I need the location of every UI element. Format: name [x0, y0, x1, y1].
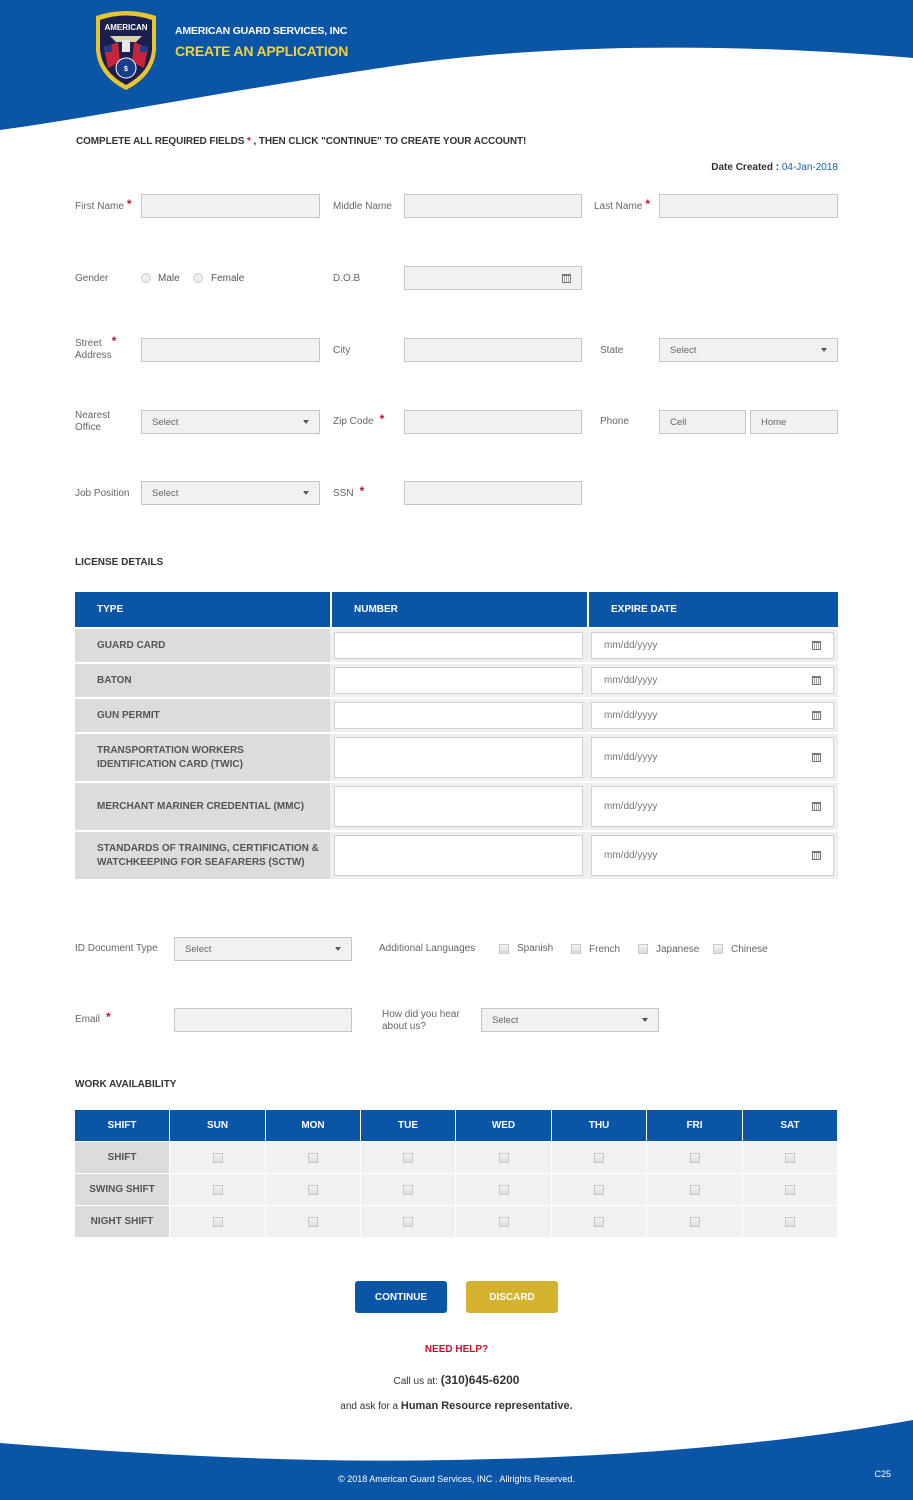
- email-label-text: Email: [75, 1014, 101, 1025]
- license-details-title: LICENSE DETAILS: [75, 557, 164, 568]
- zip-code-label: [333, 412, 385, 428]
- gender-male-radio[interactable]: [141, 273, 151, 283]
- license-type-line1: STANDARDS OF TRAINING, CERTIFICATION &: [97, 842, 319, 854]
- license-number-cell: [330, 832, 587, 879]
- availability-checkbox[interactable]: [499, 1217, 509, 1227]
- id-document-type-label: ID Document Type: [75, 943, 158, 954]
- column-tue: TUE: [361, 1110, 456, 1141]
- svg-text:$: $: [124, 66, 128, 73]
- required-asterisk: *: [645, 197, 651, 211]
- availability-cell: [743, 1141, 838, 1173]
- shift-name: SWING SHIFT: [75, 1173, 170, 1205]
- availability-cell: [647, 1141, 743, 1173]
- availability-checkbox[interactable]: [690, 1153, 700, 1163]
- gender-label: Gender: [75, 273, 109, 284]
- last-name-input[interactable]: [659, 194, 838, 218]
- date-created: [711, 162, 838, 173]
- chevron-down-icon: [303, 420, 309, 424]
- continue-button[interactable]: CONTINUE: [355, 1281, 447, 1313]
- availability-cell: [361, 1173, 456, 1205]
- availability-checkbox[interactable]: [403, 1217, 413, 1227]
- availability-cell: [552, 1205, 647, 1237]
- chevron-down-icon: [821, 348, 827, 352]
- dob-input[interactable]: [404, 266, 582, 290]
- availability-cell: [647, 1173, 743, 1205]
- language-chinese-label[interactable]: Chinese: [731, 944, 768, 955]
- license-expire-date-input[interactable]: [591, 632, 834, 659]
- availability-table: [75, 1110, 838, 1237]
- column-sat: SAT: [743, 1110, 838, 1141]
- date-placeholder: mm/dd/yyyy: [604, 710, 658, 721]
- availability-checkbox[interactable]: [499, 1153, 509, 1163]
- license-expire-cell: [587, 629, 838, 662]
- license-number-input[interactable]: [334, 737, 583, 778]
- instructions-text: [76, 136, 526, 147]
- availability-cell: [361, 1205, 456, 1237]
- job-position-selected-value: Select: [152, 487, 179, 499]
- phone-cell-placeholder: Cell: [670, 416, 687, 428]
- license-type-line1: GUARD CARD: [97, 639, 166, 651]
- availability-checkbox[interactable]: [785, 1185, 795, 1195]
- calendar-icon[interactable]: [812, 641, 821, 650]
- availability-cell: [266, 1173, 361, 1205]
- help-ask-prefix: and ask for a: [340, 1401, 399, 1412]
- license-expire-cell: [587, 734, 838, 781]
- availability-checkbox[interactable]: [403, 1153, 413, 1163]
- license-type: [75, 664, 330, 697]
- id-document-type-selected-value: Select: [185, 943, 212, 955]
- column-expire-date: EXPIRE DATE: [589, 592, 838, 627]
- license-expire-cell: [587, 664, 838, 697]
- last-name-label: [594, 197, 651, 213]
- phone-cell-input[interactable]: [659, 410, 746, 434]
- availability-checkbox[interactable]: [594, 1185, 604, 1195]
- availability-checkbox[interactable]: [403, 1185, 413, 1195]
- instructions-part2: , THEN CLICK "CONTINUE" TO CREATE YOUR ACCOUNT!: [253, 136, 527, 147]
- required-asterisk: *: [106, 1010, 111, 1024]
- chevron-down-icon: [303, 491, 309, 495]
- date-placeholder: mm/dd/yyyy: [604, 640, 658, 651]
- availability-cell: [361, 1141, 456, 1173]
- ssn-label-text: SSN: [333, 488, 354, 499]
- zip-code-input[interactable]: [404, 410, 582, 434]
- nearest-office-label-line1: Nearest: [75, 410, 111, 421]
- language-french-label[interactable]: French: [589, 944, 621, 955]
- street-address-label-line2: Address: [75, 350, 112, 361]
- license-type-line2: WATCHKEEPING FOR SEAFARERS (SCTW): [97, 856, 305, 868]
- availability-table-header: [75, 1110, 838, 1141]
- first-name-input[interactable]: [141, 194, 320, 218]
- license-row: [75, 699, 838, 732]
- availability-checkbox[interactable]: [690, 1217, 700, 1227]
- availability-cell: [170, 1141, 266, 1173]
- license-number-cell: [330, 783, 587, 830]
- street-address-label-line1: Street: [75, 338, 102, 349]
- state-label: State: [600, 345, 624, 356]
- required-asterisk: *: [111, 334, 117, 348]
- shift-name: SHIFT: [75, 1141, 170, 1173]
- license-type: [75, 629, 330, 662]
- license-expire-date-input[interactable]: [591, 835, 834, 876]
- state-selected-value: Select: [670, 344, 697, 356]
- phone-label: Phone: [600, 416, 629, 427]
- availability-checkbox[interactable]: [499, 1185, 509, 1195]
- chevron-down-icon: [335, 947, 341, 951]
- gender-female-radio[interactable]: [193, 273, 203, 283]
- column-sun: SUN: [170, 1110, 266, 1141]
- column-shift: SHIFT: [75, 1110, 170, 1141]
- middle-name-label: Middle Name: [333, 201, 392, 212]
- availability-row: [75, 1141, 838, 1173]
- availability-checkbox[interactable]: [690, 1185, 700, 1195]
- language-chinese-checkbox[interactable]: [713, 944, 723, 954]
- availability-checkbox[interactable]: [308, 1185, 318, 1195]
- availability-cell: [647, 1205, 743, 1237]
- column-wed: WED: [456, 1110, 552, 1141]
- license-expire-date-input[interactable]: [591, 737, 834, 778]
- job-position-select[interactable]: [141, 481, 320, 505]
- date-placeholder: mm/dd/yyyy: [604, 801, 658, 812]
- calendar-icon[interactable]: [812, 851, 821, 860]
- language-spanish-label[interactable]: Spanish: [517, 943, 554, 954]
- license-number-input[interactable]: [334, 667, 583, 694]
- first-name-label: [75, 197, 132, 213]
- availability-checkbox[interactable]: [308, 1153, 318, 1163]
- license-number-cell: [330, 629, 587, 662]
- availability-row: [75, 1205, 838, 1237]
- license-type-line1: TRANSPORTATION WORKERS: [97, 744, 244, 756]
- column-fri: FRI: [647, 1110, 743, 1141]
- language-french-checkbox[interactable]: [571, 944, 581, 954]
- instructions-part1: COMPLETE ALL REQUIRED FIELDS: [76, 136, 245, 147]
- discard-button[interactable]: DISCARD: [466, 1281, 558, 1313]
- help-call-line: [0, 1373, 913, 1387]
- license-table: [75, 592, 838, 879]
- page-code: C25: [874, 1469, 891, 1479]
- language-japanese-checkbox[interactable]: [638, 944, 648, 954]
- heard-about-label-line2: about us?: [382, 1021, 426, 1032]
- help-ask-strong: Human Resource representative.: [400, 1400, 573, 1412]
- license-table-header: [75, 592, 838, 627]
- availability-checkbox[interactable]: [594, 1217, 604, 1227]
- availability-cell: [170, 1173, 266, 1205]
- footer-wave-background: [0, 1415, 913, 1500]
- language-spanish-checkbox[interactable]: [499, 944, 509, 954]
- availability-cell: [743, 1173, 838, 1205]
- street-address-input[interactable]: [141, 338, 320, 362]
- ssn-input[interactable]: [404, 481, 582, 505]
- gender-male-label[interactable]: Male: [158, 273, 180, 284]
- license-row: [75, 664, 838, 697]
- availability-checkbox[interactable]: [308, 1217, 318, 1227]
- availability-checkbox[interactable]: [785, 1217, 795, 1227]
- heard-about-selected-value: Select: [492, 1014, 519, 1026]
- state-select[interactable]: [659, 338, 838, 362]
- license-type-line2: IDENTIFICATION CARD (TWIC): [97, 758, 243, 770]
- heard-about-label-line1: How did you hear: [382, 1009, 460, 1020]
- company-name: AMERICAN GUARD SERVICES, INC: [175, 25, 348, 37]
- availability-cell: [456, 1141, 552, 1173]
- license-type: [75, 832, 330, 879]
- column-thu: THU: [552, 1110, 647, 1141]
- page-title: CREATE AN APPLICATION: [175, 43, 349, 59]
- availability-cell: [266, 1205, 361, 1237]
- gender-female-label[interactable]: Female: [211, 273, 245, 284]
- column-mon: MON: [266, 1110, 361, 1141]
- license-type-line1: MERCHANT MARINER CREDENTIAL (MMC): [97, 800, 305, 812]
- license-number-input[interactable]: [334, 632, 583, 659]
- license-expire-date-input[interactable]: [591, 786, 834, 827]
- availability-cell: [170, 1205, 266, 1237]
- language-japanese-label[interactable]: Japanese: [656, 944, 700, 955]
- availability-checkbox[interactable]: [213, 1153, 223, 1163]
- column-type: TYPE: [75, 592, 330, 627]
- required-asterisk: *: [247, 136, 251, 147]
- availability-checkbox[interactable]: [213, 1185, 223, 1195]
- phone-home-input[interactable]: [750, 410, 838, 434]
- help-call-prefix: Call us at:: [393, 1376, 438, 1387]
- column-number: NUMBER: [332, 592, 587, 627]
- license-expire-date-input[interactable]: [591, 667, 834, 694]
- availability-cell: [266, 1141, 361, 1173]
- availability-cell: [743, 1205, 838, 1237]
- calendar-icon[interactable]: [812, 802, 821, 811]
- availability-row: [75, 1173, 838, 1205]
- license-type-line1: BATON: [97, 674, 132, 686]
- first-name-label-text: First Name: [75, 201, 124, 212]
- availability-checkbox[interactable]: [785, 1153, 795, 1163]
- middle-name-input[interactable]: [404, 194, 582, 218]
- required-asterisk: *: [379, 412, 385, 426]
- company-logo-shield-icon: [90, 10, 162, 92]
- job-position-label: Job Position: [75, 488, 130, 499]
- license-expire-cell: [587, 783, 838, 830]
- copyright-text: © 2018 American Guard Services, INC . Allrights Reserved.: [338, 1474, 575, 1484]
- license-row: [75, 734, 838, 781]
- city-input[interactable]: [404, 338, 582, 362]
- availability-cell: [456, 1173, 552, 1205]
- zip-code-label-text: Zip Code: [333, 416, 374, 427]
- availability-cell: [552, 1141, 647, 1173]
- city-label: City: [333, 345, 351, 356]
- street-address-label: [75, 334, 117, 362]
- shift-name: NIGHT SHIFT: [75, 1205, 170, 1237]
- header: [0, 0, 913, 135]
- need-help-title: NEED HELP?: [424, 1344, 489, 1355]
- help-phone-number: (310)645-6200: [440, 1373, 520, 1387]
- email-input[interactable]: [174, 1008, 352, 1032]
- date-placeholder: mm/dd/yyyy: [604, 850, 658, 861]
- availability-cell: [552, 1173, 647, 1205]
- nearest-office-selected-value: Select: [152, 416, 179, 428]
- license-row: [75, 832, 838, 879]
- date-created-label: Date Created :: [711, 162, 780, 173]
- calendar-icon[interactable]: [562, 274, 571, 283]
- license-type: [75, 783, 330, 830]
- license-number-cell: [330, 699, 587, 732]
- license-row: [75, 783, 838, 830]
- nearest-office-label: [75, 410, 110, 434]
- heard-about-label: [382, 1009, 460, 1033]
- help-ask-line: [0, 1400, 913, 1412]
- license-number-input[interactable]: [334, 835, 583, 876]
- nearest-office-select[interactable]: [141, 410, 320, 434]
- heard-about-select[interactable]: [481, 1008, 659, 1032]
- calendar-icon[interactable]: [812, 753, 821, 762]
- ssn-label: [333, 484, 365, 500]
- license-type: [75, 734, 330, 781]
- license-type-line1: GUN PERMIT: [97, 709, 160, 721]
- license-number-cell: [330, 734, 587, 781]
- required-asterisk: *: [359, 484, 365, 498]
- license-type: [75, 699, 330, 732]
- email-label: [75, 1010, 111, 1026]
- license-number-cell: [330, 664, 587, 697]
- calendar-icon[interactable]: [812, 711, 821, 720]
- license-row: [75, 629, 838, 662]
- svg-text:AMERICAN: AMERICAN: [104, 23, 148, 32]
- footer: [0, 1415, 913, 1500]
- dob-label: D.O.B: [333, 273, 361, 284]
- date-placeholder: mm/dd/yyyy: [604, 752, 658, 763]
- additional-languages-label: Additional Languages: [379, 943, 476, 954]
- work-availability-title: WORK AVAILABILITY: [75, 1079, 177, 1090]
- required-asterisk: *: [126, 197, 132, 211]
- chevron-down-icon: [642, 1018, 648, 1022]
- phone-home-placeholder: Home: [761, 416, 787, 428]
- last-name-label-text: Last Name: [594, 201, 643, 212]
- id-document-type-select[interactable]: [174, 937, 352, 961]
- license-expire-date-input[interactable]: [591, 702, 834, 729]
- nearest-office-label-line2: Office: [75, 422, 101, 433]
- availability-checkbox[interactable]: [213, 1217, 223, 1227]
- calendar-icon[interactable]: [812, 676, 821, 685]
- availability-cell: [456, 1205, 552, 1237]
- license-number-input[interactable]: [334, 786, 583, 827]
- license-expire-cell: [587, 832, 838, 879]
- availability-checkbox[interactable]: [594, 1153, 604, 1163]
- date-placeholder: mm/dd/yyyy: [604, 675, 658, 686]
- date-created-value: 04-Jan-2018: [781, 162, 838, 173]
- license-number-input[interactable]: [334, 702, 583, 729]
- license-expire-cell: [587, 699, 838, 732]
